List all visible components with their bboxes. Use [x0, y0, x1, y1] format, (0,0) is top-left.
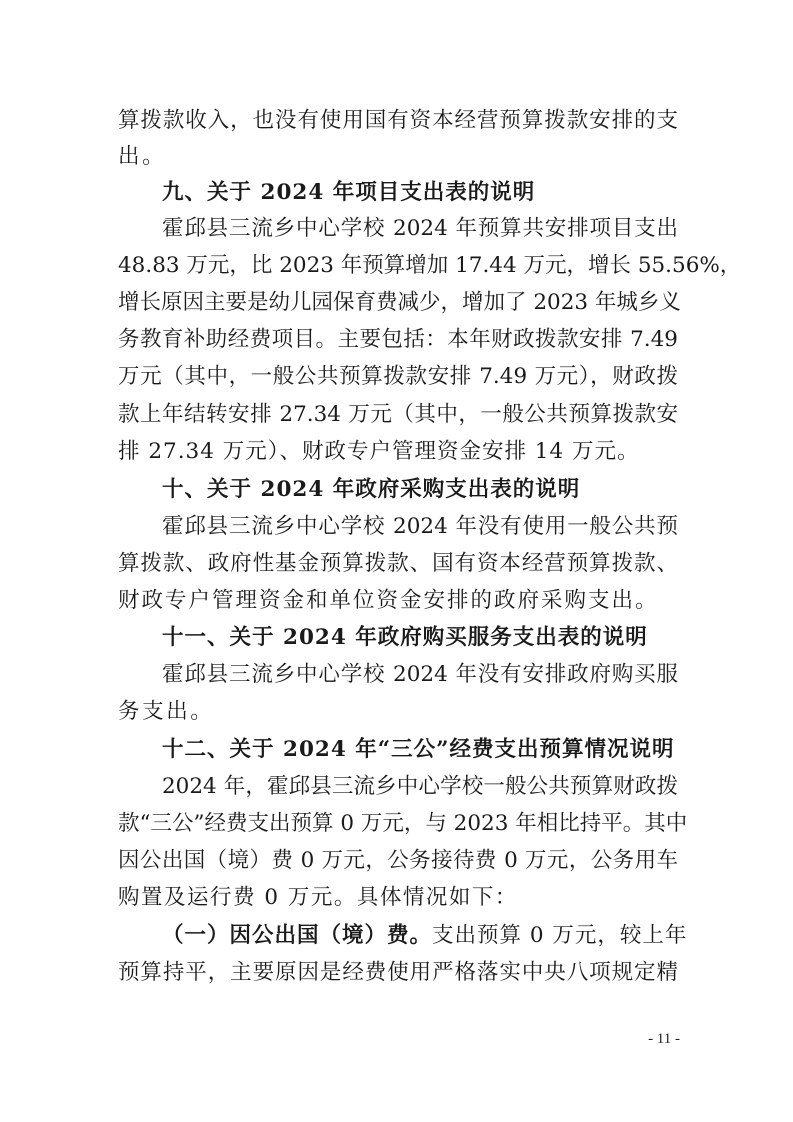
subsection-heading-1: （一）因公出国（境）费。: [162, 923, 433, 948]
body-text-line: 排 27.34 万元）、财政专户管理资金安排 14 万元。: [118, 439, 640, 464]
body-text-line: 霍邱县三流乡中心学校 2024 年没有安排政府购买服: [162, 662, 678, 687]
body-text-line: 财政专户管理资金和单位资金安排的政府采购支出。: [118, 588, 659, 613]
body-text-line: 增长原因主要是幼儿园保育费减少，增加了 2023 年城乡义: [118, 290, 681, 315]
body-text-line: 48.83 万元，比 2023 年预算增加 17.44 万元，增长 55.56%，: [118, 253, 742, 278]
body-text-line: 算拨款收入，也没有使用国有资本经营预算拨款安排的支: [118, 108, 678, 133]
body-text-line: 务支出。: [118, 699, 215, 724]
page-number: - 11 -: [648, 1031, 680, 1047]
body-text-line: 因公出国（境）费 0 万元，公务接待费 0 万元，公务用车: [118, 848, 678, 873]
section-heading-12: 十二、关于 2024 年“三公”经费支出预算情况说明: [162, 737, 675, 762]
section-heading-9: 九、关于 2024 年项目支出表的说明: [162, 180, 536, 205]
body-text-line: 霍邱县三流乡中心学校 2024 年预算共安排项目支出: [162, 216, 678, 241]
body-text-line: 霍邱县三流乡中心学校 2024 年没有使用一般公共预: [162, 514, 678, 539]
body-text-line: 预算持平，主要原因是经费使用严格落实中央八项规定精: [118, 960, 678, 985]
body-text-line: 万元（其中，一般公共预算拨款安排 7.49 万元），财政拨: [118, 364, 678, 389]
section-heading-11: 十一、关于 2024 年政府购买服务支出表的说明: [162, 625, 648, 650]
body-text-line: 款上年结转安排 27.34 万元（其中，一般公共预算拨款安: [118, 402, 678, 427]
body-text-line: 务教育补助经费项目。主要包括：本年财政拨款安排 7.49: [118, 327, 678, 352]
body-text-line: 2024 年，霍邱县三流乡中心学校一般公共预算财政拨: [162, 774, 678, 799]
subsection-line: [162, 921, 688, 951]
body-text-line: 出。: [118, 144, 167, 169]
subsection-text: 支出预算 0 万元，较上年: [432, 923, 688, 948]
body-text-line: 算拨款、政府性基金预算拨款、国有资本经营预算拨款、: [118, 551, 678, 576]
body-text-line: 款“三公”经费支出预算 0 万元，与 2023 年相比持平。其中: [118, 811, 688, 836]
section-heading-10: 十、关于 2024 年政府采购支出表的说明: [162, 477, 581, 502]
body-text-line: 购置及运行费 0 万元。具体情况如下：: [118, 885, 518, 910]
